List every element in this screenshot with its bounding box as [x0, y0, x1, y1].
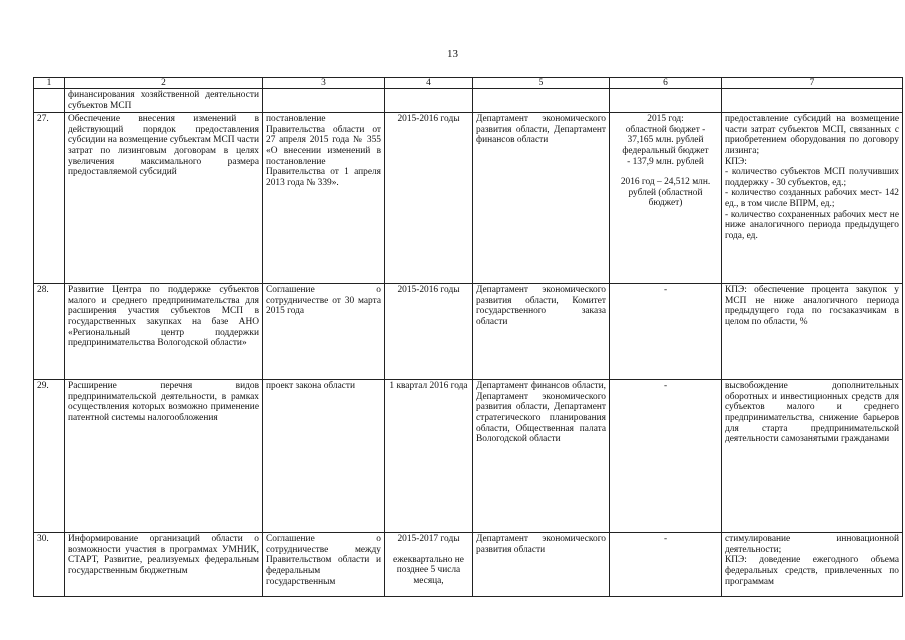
result-cell — [722, 533, 903, 597]
financing-line: 2016 год – 24,512 млн. — [620, 177, 711, 188]
measure-cell: Информирование организаций области о возможности участия в программах УМНИК, СТАРТ, Развитие, реализуемых федеральным государственным бюджетным — [65, 533, 263, 597]
financing-line: бюджет) — [648, 198, 683, 209]
financing-line — [613, 167, 718, 177]
row-number: 27. — [34, 113, 65, 284]
executor-cell — [473, 89, 610, 113]
financing-line: федеральный бюджет — [622, 145, 709, 156]
measure-cell: Развитие Центра по поддержке субъектов малого и среднего предпринимательства для расширения участия субъектов МСП в государственных закупках на базе АНО «Региональный центр поддержки предпринимательства Вологодской области» — [65, 284, 263, 380]
result-cell: высвобождение дополнительных оборотных и инвестиционных средств для субъектов малого и среднего предпринимательства, снижение барьеров для старта предпринимательской деятельности самозанятыми гражданами — [722, 380, 903, 533]
executor-cell: Департамент финансов области, Департамент экономического развития области, Департамент стратегического планирования области, Общественная палата Вологодской области — [473, 380, 610, 533]
column-number: 6 — [610, 78, 722, 89]
page-number: 13 — [447, 48, 458, 60]
column-number: 5 — [473, 78, 610, 89]
column-number-row — [34, 78, 903, 89]
financing-cell: - — [610, 284, 722, 380]
result-paragraph: КПЭ: доведение ежегодного объема федеральных средств, привлеченных по программам — [725, 555, 899, 587]
table-row — [34, 533, 903, 597]
row-number: 28. — [34, 284, 65, 380]
measure-cell: финансирования хозяйственной деятельности субъектов МСП — [65, 89, 263, 113]
column-number: 3 — [263, 78, 385, 89]
term-cell — [385, 533, 473, 597]
financing-line: 37,165 млн. рублей — [627, 135, 704, 146]
result-cell — [722, 113, 903, 284]
financing-cell: - — [610, 533, 722, 597]
term-text: 2015-2017 годы — [397, 534, 460, 545]
financing-cell — [610, 113, 722, 284]
financing-line: 2015 год: — [647, 114, 684, 125]
document-cell: Соглашение о сотрудничестве от 30 марта 2015 года — [263, 284, 385, 380]
term-cell: 2015-2016 годы — [385, 284, 473, 380]
executor-cell: Департамент экономического развития области, Комитет государственного заказа области — [473, 284, 610, 380]
document-cell: Соглашение о сотрудничестве между Правительством области и федеральным государственным — [263, 533, 385, 597]
column-number: 7 — [722, 78, 903, 89]
measure-cell: Обеспечение внесения изменений в действующий порядок предоставления субсидии на возмещение субъектам МСП части затрат по лизинговым договорам в целях увеличения максимального размера предоставляемой субсидий — [65, 113, 263, 284]
row-number: 29. — [34, 380, 65, 533]
term-cell: 1 квартал 2016 года — [385, 380, 473, 533]
financing-line: рублей (областной — [628, 187, 703, 198]
table-row-continued — [34, 89, 903, 113]
result-paragraph: предоставление субсидий на возмещение части затрат субъектов МСП, связанных с приобретением оборудования по договору лизинга; — [725, 114, 899, 156]
measures-table — [33, 77, 903, 597]
column-number: 1 — [34, 78, 65, 89]
executor-cell: Департамент экономического развития области, Департамент финансов области — [473, 113, 610, 284]
row-number: 30. — [34, 533, 65, 597]
table-row — [34, 284, 903, 380]
table-row — [34, 113, 903, 284]
document-cell — [263, 89, 385, 113]
financing-line: областной бюджет - — [625, 124, 706, 135]
measure-cell: Расширение перечня видов предпринимательской деятельности, в рамках осуществления которых возможно применение патентной системы налогообложения — [65, 380, 263, 533]
term-spacer — [388, 545, 469, 555]
executor-cell: Департамент экономического развития области — [473, 533, 610, 597]
financing-cell — [610, 89, 722, 113]
result-cell — [722, 89, 903, 113]
result-paragraph: - количество созданных рабочих мест- 142 ед., в том числе ВПРМ, ед.; — [725, 188, 899, 209]
result-paragraph: КПЭ: — [725, 156, 747, 167]
column-number: 2 — [65, 78, 263, 89]
result-paragraph: - количество сохраненных рабочих мест не ниже аналогичного периода предыдущего года, ед. — [725, 209, 899, 241]
financing-line: - 137,9 млн. рублей — [627, 156, 704, 167]
document-cell: постановление Правительства области от 27 апреля 2015 года № 355 «О внесении изменений в постановление Правительства от 1 апреля 2013 года № 339». — [263, 113, 385, 284]
term-detail: ежеквартально не позднее 5 числа месяца, — [393, 554, 464, 586]
document-cell: проект закона области — [263, 380, 385, 533]
term-cell — [385, 89, 473, 113]
column-number: 4 — [385, 78, 473, 89]
result-paragraph: - количество субъектов МСП получивших поддержку - 30 субъектов, ед.; — [725, 167, 899, 188]
financing-cell: - — [610, 380, 722, 533]
result-cell: КПЭ: обеспечение процента закупок у МСП не ниже аналогичного периода предыдущего года по госзаказчикам в целом по области, % — [722, 284, 903, 380]
table-row — [34, 380, 903, 533]
result-paragraph: стимулирование инновационной деятельности; — [725, 534, 899, 555]
term-cell: 2015-2016 годы — [385, 113, 473, 284]
row-number — [34, 89, 65, 113]
